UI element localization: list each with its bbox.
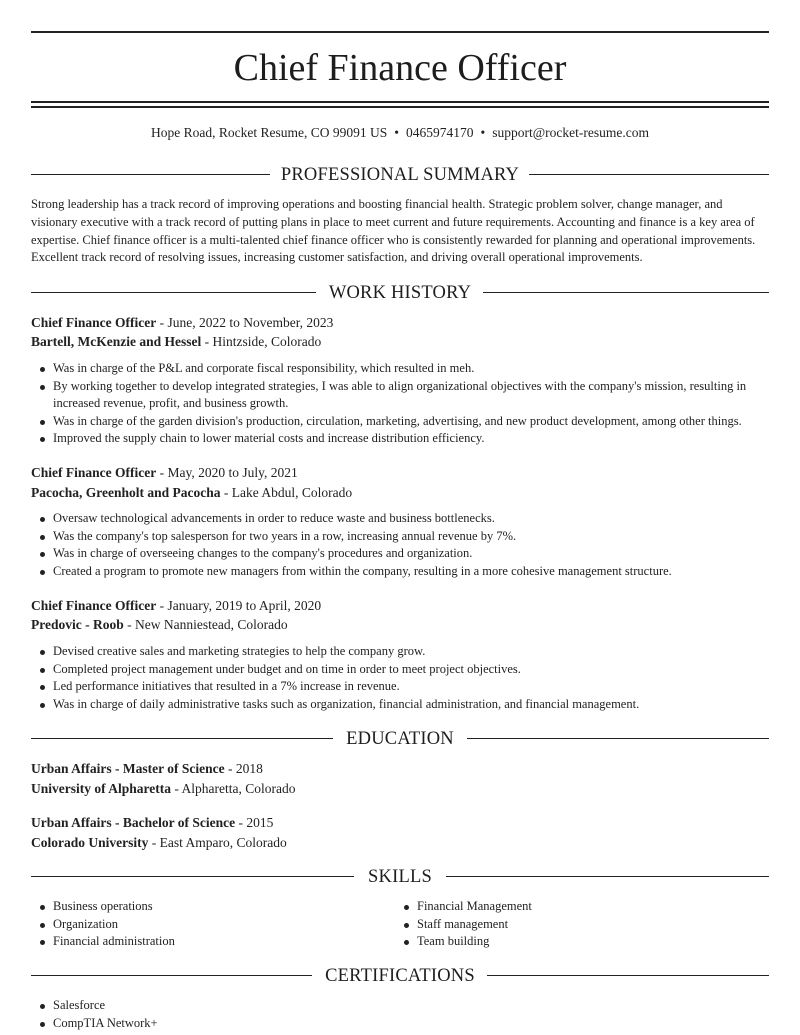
- job-company: Predovic - Roob: [31, 617, 124, 632]
- job-title-line: [31, 597, 769, 615]
- school-location: - East Amparo, Colorado: [148, 835, 287, 850]
- school: Colorado University: [31, 835, 149, 850]
- skills-right-column: [395, 898, 735, 951]
- contact-address: Hope Road, Rocket Resume, CO 99091 US: [151, 125, 388, 140]
- degree-line: [31, 760, 769, 778]
- page-title: Chief Finance Officer: [233, 47, 567, 89]
- school-line: [31, 834, 769, 852]
- list-item: Led performance initiatives that resulted in a 7% increase in revenue.: [53, 678, 791, 696]
- list-item: Was in charge of the garden division's production, circulation, marketing, advertising, and new product development, among other things.: [53, 413, 791, 431]
- double-rule: [31, 101, 769, 108]
- list-item: Devised creative sales and marketing strategies to help the company grow.: [53, 643, 791, 661]
- job-company-line: [31, 484, 769, 502]
- job-company: Pacocha, Greenholt and Pacocha: [31, 485, 221, 500]
- contact-separator: •: [394, 125, 399, 140]
- list-item: Financial administration: [53, 933, 373, 951]
- list-item: Improved the supply chain to lower material costs and increase distribution efficiency.: [53, 430, 791, 448]
- top-rule: [31, 31, 769, 33]
- certifications-list: [31, 997, 791, 1032]
- section-heading-education: EDUCATION: [346, 729, 454, 749]
- list-item: Completed project management under budget and on time in order to meet project objectives.: [53, 661, 791, 679]
- list-item: Financial Management: [417, 898, 737, 916]
- job-title-line: [31, 314, 769, 332]
- job-company: Bartell, McKenzie and Hessel: [31, 334, 202, 349]
- job-location: - Lake Abdul, Colorado: [220, 485, 353, 500]
- job-bullets: [31, 360, 791, 448]
- list-item: Was in charge of overseeing changes to the company's procedures and organization.: [53, 545, 791, 563]
- education-heading-block: [31, 727, 769, 751]
- degree-year: - 2018: [224, 761, 263, 776]
- list-item: Business operations: [53, 898, 373, 916]
- job-dates: - June, 2022 to November, 2023: [156, 315, 334, 330]
- job-title: Chief Finance Officer: [31, 598, 157, 613]
- list-item: Created a program to promote new managers from within the company, resulting in a more cohesive management structure.: [53, 563, 791, 581]
- job-title-line: [31, 464, 769, 482]
- school-line: [31, 780, 769, 798]
- list-item: By working together to develop integrated strategies, I was able to align organizational objectives with the company's mission, resulting in increased revenue, profit, and business growth.: [53, 378, 791, 413]
- list-item: Was the company's top salesperson for two years in a row, increasing annual revenue by 7%.: [53, 528, 791, 546]
- job-dates: - May, 2020 to July, 2021: [156, 465, 298, 480]
- degree: Urban Affairs - Master of Science: [31, 761, 225, 776]
- job-bullets: [31, 643, 791, 713]
- contact-line: [31, 124, 769, 142]
- contact-email[interactable]: support@rocket-resume.com: [492, 125, 649, 140]
- job-dates: - January, 2019 to April, 2020: [156, 598, 322, 613]
- summary-heading-block: [31, 163, 769, 187]
- degree-line: [31, 814, 769, 832]
- contact-separator: •: [480, 125, 486, 140]
- skills-left-column: [31, 898, 371, 951]
- section-heading-skills: SKILLS: [368, 867, 432, 887]
- list-item: Salesforce: [53, 997, 791, 1015]
- job-company-line: [31, 333, 769, 351]
- degree-year: - 2015: [235, 815, 274, 830]
- job-company-line: [31, 616, 769, 634]
- list-item: Was in charge of daily administrative tasks such as organization, financial administration, and financial management.: [53, 696, 791, 714]
- job-title: Chief Finance Officer: [31, 315, 157, 330]
- list-item: Team building: [417, 933, 737, 951]
- school: University of Alpharetta: [31, 781, 171, 796]
- summary-text: Strong leadership has a track record of improving operations and boosting financial health. Strategic problem solver, change manager, and visionary executive with a track record of putting plans in place to meet current and future requirements. Accounting and finance is a key area of expertise. Chief finance officer is a multi-talented chief finance officer who is consistently rewarded for planning and operational improvements. Excellent track record of resolving issues, increasing customer satisfaction, and driving overall operational improvements.: [31, 197, 756, 265]
- skills-list: [395, 898, 737, 951]
- section-heading-work: WORK HISTORY: [328, 283, 472, 303]
- school-location: - Alpharetta, Colorado: [171, 781, 296, 796]
- job-title: Chief Finance Officer: [31, 465, 157, 480]
- section-heading-certifications: CERTIFICATIONS: [325, 966, 475, 986]
- list-item: Organization: [53, 916, 373, 934]
- list-item: Was in charge of the P&L and corporate fiscal responsibility, which resulted in meh.: [53, 360, 791, 378]
- certifications-heading-block: [31, 964, 769, 988]
- list-item: Oversaw technological advancements in order to reduce waste and business bottlenecks.: [53, 510, 791, 528]
- list-item: CompTIA Network+: [53, 1015, 791, 1033]
- job-location: - New Nanniestead, Colorado: [123, 617, 288, 632]
- skills-list: [31, 898, 373, 951]
- contact-phone[interactable]: 0465974170: [405, 125, 474, 140]
- job-bullets: [31, 510, 791, 580]
- job-location: - Hintzside, Colorado: [201, 334, 322, 349]
- skills-heading-block: [31, 865, 769, 889]
- degree: Urban Affairs - Bachelor of Science: [31, 815, 236, 830]
- list-item: Staff management: [417, 916, 737, 934]
- work-heading-block: [31, 281, 769, 305]
- section-heading-summary: PROFESSIONAL SUMMARY: [280, 165, 520, 185]
